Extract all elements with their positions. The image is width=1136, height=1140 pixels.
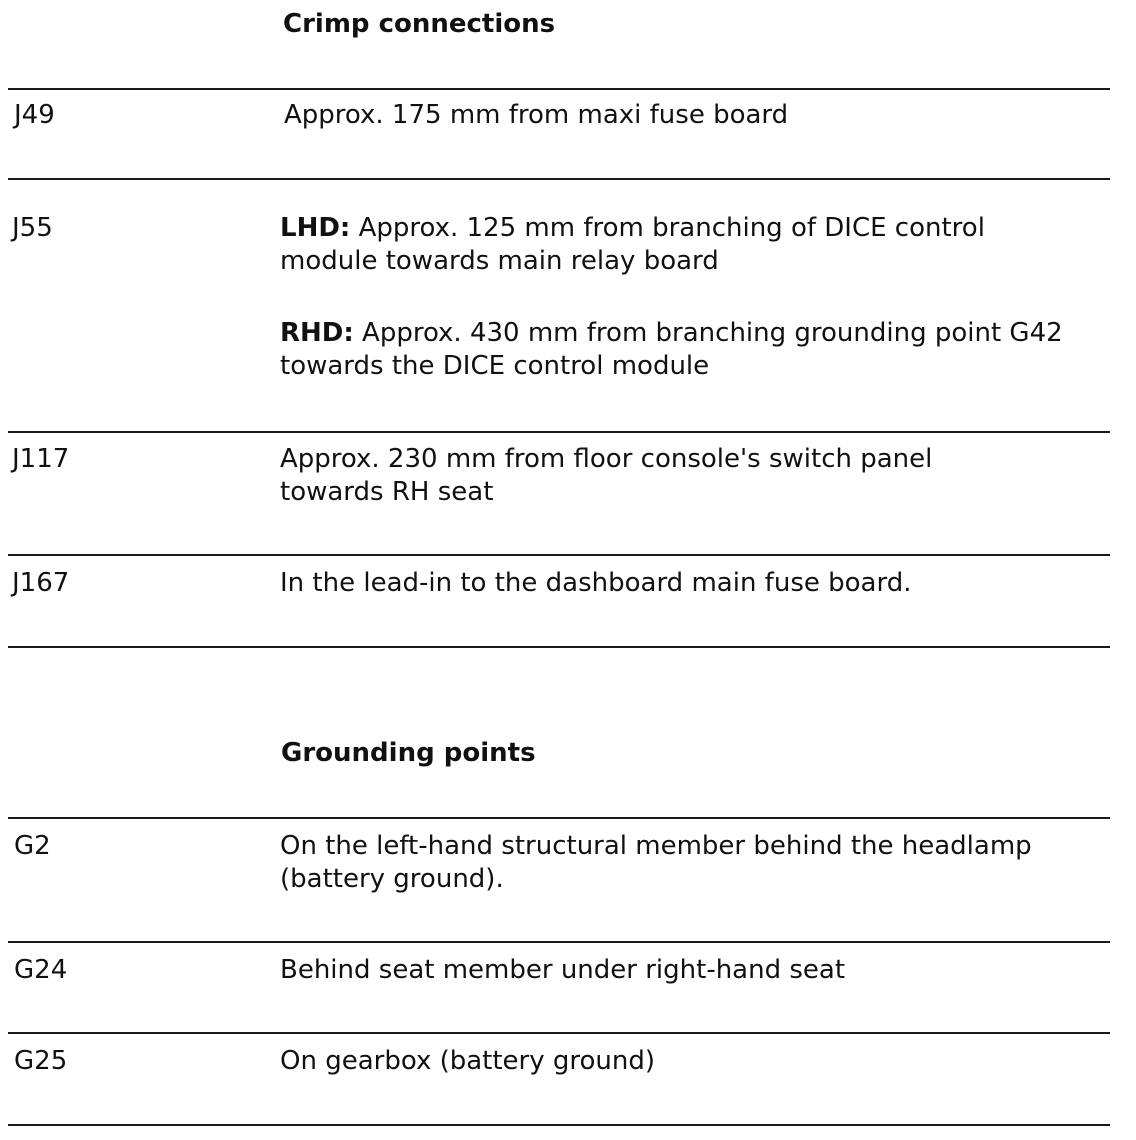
row-description: Behind seat member under right-hand seat: [280, 955, 846, 985]
row-description-rhd: [280, 317, 1080, 383]
grounding-points-heading: Grounding points: [281, 738, 536, 768]
row-description: In the lead-in to the dashboard main fuse board.: [280, 568, 912, 598]
divider: [8, 646, 1110, 648]
divider: [8, 554, 1110, 556]
row-code: G25: [14, 1046, 68, 1076]
row-code: J117: [12, 444, 70, 474]
divider: [8, 88, 1110, 90]
divider: [8, 178, 1110, 180]
crimp-connections-heading: Crimp connections: [283, 9, 556, 39]
row-description-lhd: [280, 212, 1080, 278]
row-description: Approx. 230 mm from floor console's switch panel towards RH seat: [280, 444, 933, 507]
divider: [8, 431, 1110, 433]
lhd-text: Approx. 125 mm from branching of DICE control module towards main relay board: [280, 213, 985, 276]
divider: [8, 941, 1110, 943]
divider: [8, 1124, 1110, 1126]
divider: [8, 1032, 1110, 1034]
row-code: G24: [14, 955, 68, 985]
row-code: J49: [14, 100, 55, 130]
row-code: J167: [12, 568, 70, 598]
rhd-label: RHD:: [280, 318, 354, 348]
row-description: Approx. 175 mm from maxi fuse board: [284, 100, 789, 130]
row-description: On the left-hand structural member behind the headlamp (battery ground).: [280, 831, 1032, 894]
row-code: G2: [14, 831, 51, 861]
row-code: J55: [12, 213, 53, 243]
divider: [8, 817, 1110, 819]
row-description: On gearbox (battery ground): [280, 1046, 656, 1076]
lhd-label: LHD:: [280, 213, 351, 243]
rhd-text: Approx. 430 mm from branching grounding point G42 towards the DICE control module: [280, 318, 1063, 381]
